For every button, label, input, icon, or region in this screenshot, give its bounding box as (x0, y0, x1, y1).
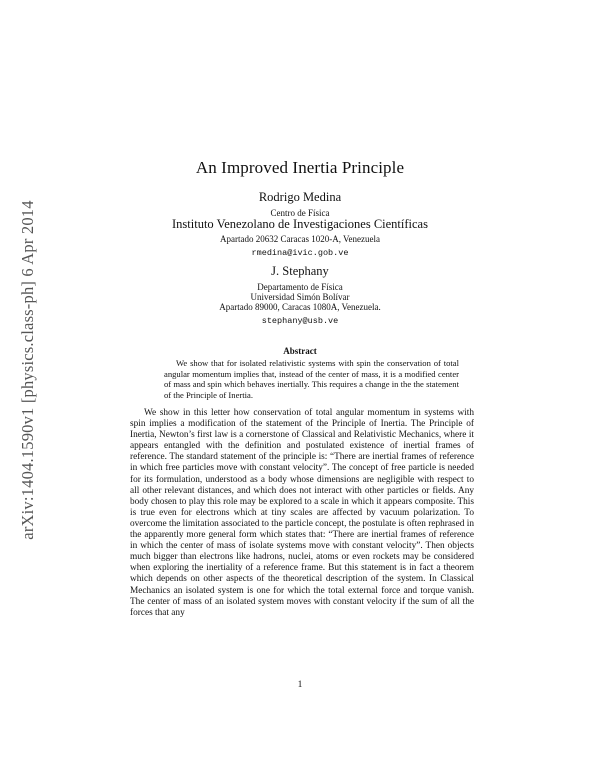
author-1-name: Rodrigo Medina (258, 190, 342, 204)
abstract-text: We show that for isolated relativistic systems with spin the conservation of total angular momentum implies that, instead of the center of mass, it is a modified center of mass and spin which behaves inertially. This requires a change in the the statement of the Principle of Inertia. (164, 358, 459, 400)
abstract-heading: Abstract (283, 346, 317, 356)
page-number: 1 (297, 680, 303, 690)
author-1-institution: Instituto Venezolano de Investigaciones Científicas (172, 217, 428, 231)
author-1-department: Centro de Física (270, 208, 330, 218)
author-2-email: stephany@usb.ve (261, 316, 339, 326)
author-2-address: Apartado 89000, Caracas 1080A, Venezuela. (219, 302, 381, 312)
author-2-name: J. Stephany (271, 264, 329, 278)
author-2-institution: Universidad Simón Bolívar (250, 292, 350, 302)
arxiv-id-text: arXiv:1404.1590v1 [physics.class-ph] 6 Apr 2014 (18, 200, 37, 540)
author-1-email: rmedina@ivic.gob.ve (251, 248, 349, 258)
author-1-address: Apartado 20632 Caracas 1020-A, Venezuela (219, 234, 381, 244)
paper-title: An Improved Inertia Principle (195, 158, 405, 177)
body-paragraph: We show in this letter how conservation of total angular momentum in systems with spin implies a modification of the statement of the Principle of Inertia. The Principle of Inertia, Newton’s first law is a cornerstone of Classical and Relativistic Mechanics, where it appears entangled with the definition and postulated existence of inertial frames of reference. The standard statement of the principle is: “There are inertial frames of reference in which free particles move with constant velocity”. The concept of free particle is needed for its formulation, understood as a body whose dimensions are negligible with respect to all other relevant distances, and which does not interact with other particles or fields. Any body chosen to play this role may be explored to a scale in which it appears composite. This is true even for electrons which at tiny scales are affected by vacuum polarization. To overcome the limitation associated to the particle concept, the postulate is often rephrased in the apparently more general form which states that: “There are inertial frames of reference in which the center of mass of isolate systems move with constant velocity”. Then objects much bigger than electrons like hadrons, nuclei, atoms or even rockets may be considered when exploring the inertiality of a reference frame. But this statement is in fact a theorem which depends on other aspects of the theoretical description of the system. In Classical Mechanics an isolated system is one for which the total external force and torque vanish. The center of mass of an isolated system moves with constant velocity if the sum of all the forces that any (130, 408, 474, 618)
author-2-department: Departamento de Física (257, 282, 343, 292)
